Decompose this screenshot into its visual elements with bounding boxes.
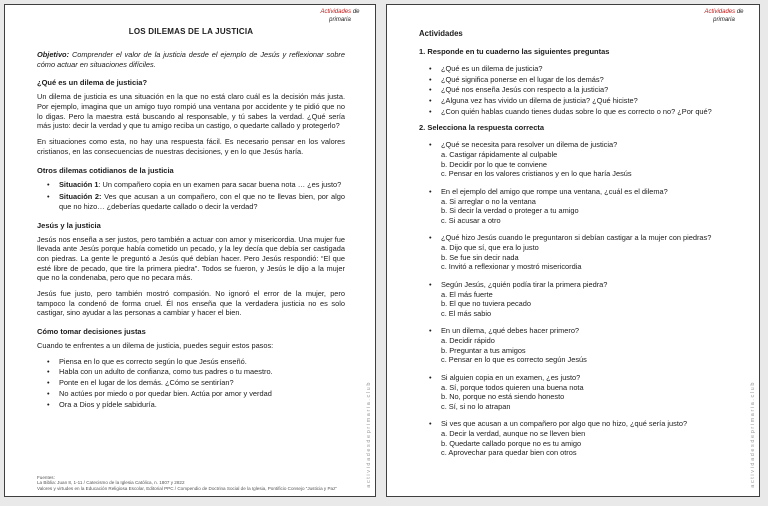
bullet-icon: • xyxy=(429,96,432,106)
bullet-icon: • xyxy=(429,106,432,116)
option-c: c. Pensar en lo que es correcto según Jesús xyxy=(441,355,587,365)
bullet-icon: • xyxy=(47,378,50,388)
bullet-icon: • xyxy=(429,74,432,84)
question-text: Si ves que acusan a un compañero por algo que no hizo, ¿qué sería justo? xyxy=(441,419,688,429)
activities-heading: Actividades xyxy=(419,29,463,38)
page-title: LOS DILEMAS DE LA JUSTICIA xyxy=(128,27,254,36)
option-a: a. El más fuerte xyxy=(441,289,493,299)
section-heading-jesus: Jesús y la justicia xyxy=(37,220,101,230)
brand-logo xyxy=(698,9,750,24)
situation-text xyxy=(59,180,345,190)
paragraph: Jesús fue justo, pero también mostró compasión. No ignoró el error de la mujer, pero tampoco la condenó de forma cruel. Él nos enseña que la verdadera justicia no es solo castigar, sino ayudar a las personas a cambiar y hacer el bien. xyxy=(37,289,345,318)
footer-line: Valores y virtudes en la Educación Religiosa Escolar, Editorial PPC / Compendio de Doctrina Social de la Iglesia, Pontificio Consejo “Justicia y Paz” xyxy=(37,486,337,492)
bullet-icon: • xyxy=(429,372,432,382)
sources-footer xyxy=(37,475,359,492)
options xyxy=(441,290,731,319)
situation-body: : Un compañero copia en un examen para sacar buena nota … ¿es justo? xyxy=(98,179,342,189)
multiple-choice-question xyxy=(427,419,731,458)
list-item xyxy=(427,107,731,117)
option-b: b. Preguntar a tus amigos xyxy=(441,345,526,355)
section-1-title: 1. Responde en tu cuaderno las siguientes preguntas xyxy=(419,47,610,56)
bullet-icon: • xyxy=(47,192,50,202)
bullet-icon: • xyxy=(47,356,50,366)
bullet-icon: • xyxy=(429,140,432,150)
step-text: Piensa en lo que es correcto según lo que Jesús enseñó. xyxy=(59,356,247,366)
brand-line2: primaria xyxy=(329,16,351,23)
option-c: c. Aprovechar para quedar bien con otros xyxy=(441,448,577,458)
question-text: ¿Qué nos enseña Jesús con respecto a la justicia? xyxy=(441,85,609,95)
steps-list xyxy=(37,357,345,409)
option-c: c. El más sabio xyxy=(441,308,492,318)
list-item xyxy=(45,378,345,388)
bullet-icon: • xyxy=(47,179,50,189)
step-text: Habla con un adulto de confianza, como tus padres o tu maestro. xyxy=(59,367,273,377)
options xyxy=(441,197,731,226)
option-b: b. Quedarte callado porque no es tu amigo xyxy=(441,438,582,448)
options xyxy=(441,383,731,412)
objective-text: Comprender el valor de la justicia desde el ejemplo de Jesús y reflexionar sobre cómo actuar en situaciones difíciles. xyxy=(37,50,345,69)
question-text: ¿Qué significa ponerse en el lugar de los demás? xyxy=(441,74,604,84)
question-text: En un dilema, ¿qué debes hacer primero? xyxy=(441,326,580,336)
question-text: Si alguien copia en un examen, ¿es justo? xyxy=(441,372,581,382)
option-a: a. Dijo que sí, que era lo justo xyxy=(441,243,539,253)
watermark: actividadesdeprimaria.club xyxy=(366,381,372,488)
list-item xyxy=(45,192,345,211)
bullet-icon: • xyxy=(429,64,432,73)
bullet-icon: • xyxy=(429,85,432,95)
bullet-icon: • xyxy=(429,233,432,243)
option-c: c. Invitó a reflexionar y mostró misericordia xyxy=(441,262,582,272)
list-item xyxy=(427,85,731,95)
option-c: c. Sí, si no lo atrapan xyxy=(441,401,511,411)
list-item xyxy=(45,180,345,190)
option-c: c. Si acusar a otro xyxy=(441,215,501,225)
page-left xyxy=(4,4,376,497)
multiple-choice-question xyxy=(427,326,731,365)
option-b: b. Si decir la verdad o proteger a tu amigo xyxy=(441,206,579,216)
situation-text xyxy=(59,192,345,211)
options xyxy=(441,150,731,179)
question-text: ¿Alguna vez has vivido un dilema de justicia? ¿Qué hiciste? xyxy=(441,96,638,106)
question-text: ¿Qué hizo Jesús cuando le preguntaron si debían castigar a la mujer con piedras? xyxy=(441,233,712,243)
list-item xyxy=(45,389,345,399)
list-item xyxy=(427,96,731,106)
objective-label: Objetivo: xyxy=(37,50,70,59)
paragraph: Un dilema de justicia es una situación en la que no está claro cuál es la decisión más justa. Por ejemplo, imagina que un amigo tuyo rompió una ventana por accidente y te pidió que no lo digas. Pero la maestra está buscando al responsable, y tú sabes la verdad. ¿Qué sería más justo: decir la verdad y que tu amigo reciba un castigo, o quedarte callado y protegerlo? xyxy=(37,92,345,131)
page-right xyxy=(386,4,760,497)
option-a: a. Sí, porque todos quieren una buena nota xyxy=(441,382,584,392)
multiple-choice-question xyxy=(427,373,731,412)
option-b: b. Se fue sin decir nada xyxy=(441,252,519,262)
bullet-icon: • xyxy=(47,367,50,377)
bullet-icon: • xyxy=(429,419,432,429)
step-text: Ora a Dios y pídele sabiduría. xyxy=(59,399,157,409)
option-b: b. No, porque no está siendo honesto xyxy=(441,392,565,402)
brand-line2: primaria xyxy=(713,16,735,23)
bullet-icon: • xyxy=(47,388,50,398)
paragraph: En situaciones como esta, no hay una respuesta fácil. Es necesario pensar en los valores cristianos, en las consecuencias de nuestras decisiones, y en lo que Jesús haría. xyxy=(37,137,345,156)
brand-name-rest: de xyxy=(736,9,744,15)
section-heading-dilema: ¿Qué es un dilema de justicia? xyxy=(37,78,148,88)
watermark: actividadesdeprimaria.club xyxy=(750,381,756,488)
options xyxy=(441,243,731,272)
objective-paragraph xyxy=(37,50,345,69)
multiple-choice-question xyxy=(427,280,731,319)
situation-label: Situación 1 xyxy=(59,179,99,189)
question-text: ¿Qué se necesita para resolver un dilema de justicia? xyxy=(441,140,618,150)
options xyxy=(441,429,731,458)
question-text: ¿Con quién hablas cuando tienes dudas sobre lo que es correcto o no? ¿Por qué? xyxy=(441,106,712,116)
multiple-choice-question xyxy=(427,187,731,226)
section-2-title: 2. Selecciona la respuesta correcta xyxy=(419,123,545,133)
list-item xyxy=(45,400,345,410)
list-item xyxy=(427,75,731,85)
multiple-choice-question xyxy=(427,140,731,179)
situation-body: Ves que acusan a un compañero, con el que no te llevas bien, por algo que no hizo… ¿deberías quedarte callado o decir la verdad? xyxy=(59,192,345,211)
list-item xyxy=(45,357,345,367)
step-text: No actúes por miedo o por quedar bien. Actúa por amor y verdad xyxy=(59,388,272,398)
situation-label: Situación 2: xyxy=(59,192,102,202)
footer-line: La Biblia: Juan 8, 1-11 / Catecismo de la Iglesia Católica, n. 1807 y 2822 xyxy=(37,480,185,486)
option-b: b. El que no tuviera pecado xyxy=(441,299,531,309)
brand-name-rest: de xyxy=(352,9,360,15)
brand-logo xyxy=(314,9,366,24)
option-a: a. Decidir rápido xyxy=(441,336,495,346)
paragraph: Jesús nos enseña a ser justos, pero también a actuar con amor y misericordia. Una mujer fue llevada ante Jesús porque había cometido un pecado, y la ley decía que debía ser castigada con piedras. La gente le preguntó a Jesús qué debían hacer. Pero Jesús respondió: “El que esté libre de pecado, que tire la primera piedra”. Todos se fueron, y Jesús le dijo a la mujer que no la condenaba, pero que no pecara más. xyxy=(37,234,345,283)
option-a: a. Si arreglar o no la ventana xyxy=(441,196,536,206)
option-a: a. Decir la verdad, aunque no se lleven bien xyxy=(441,429,586,439)
question-text: Según Jesús, ¿quién podía tirar la primera piedra? xyxy=(441,279,608,289)
brand-name: Actividades xyxy=(320,9,352,15)
option-c: c. Pensar en los valores cristianos y en lo que haría Jesús xyxy=(441,169,632,179)
section-heading-otros: Otros dilemas cotidianos de la justicia xyxy=(37,165,174,175)
bullet-icon: • xyxy=(47,399,50,409)
open-questions-list xyxy=(419,64,731,116)
list-item xyxy=(427,64,731,74)
list-item xyxy=(45,367,345,377)
bullet-icon: • xyxy=(429,279,432,289)
paragraph: Cuando te enfrentes a un dilema de justicia, puedes seguir estos pasos: xyxy=(37,341,274,351)
option-a: a. Castigar rápidamente al culpable xyxy=(441,150,558,160)
section-heading-como: Cómo tomar decisiones justas xyxy=(37,327,146,337)
footer-line: Fuentes: xyxy=(37,474,55,480)
question-text: ¿Qué es un dilema de justicia? xyxy=(441,64,543,73)
bullet-icon: • xyxy=(429,186,432,196)
options xyxy=(441,336,731,365)
multiple-choice-question xyxy=(427,233,731,272)
step-text: Ponte en el lugar de los demás. ¿Cómo se sentirían? xyxy=(59,378,234,388)
bullet-icon: • xyxy=(429,326,432,336)
brand-name: Actividades xyxy=(704,9,736,15)
question-text: En el ejemplo del amigo que rompe una ventana, ¿cuál es el dilema? xyxy=(441,186,668,196)
option-b: b. Decidir por lo que te conviene xyxy=(441,159,547,169)
